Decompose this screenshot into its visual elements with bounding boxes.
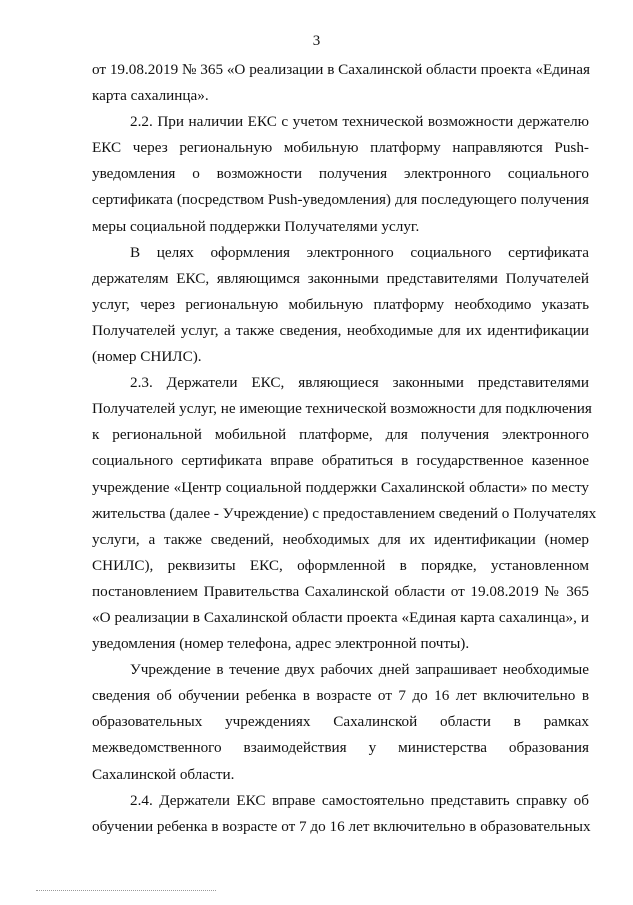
text-line: СНИЛС), реквизиты ЕКС, оформленной в порядке, установленном (92, 556, 589, 574)
text-line: жительства (далее - Учреждение) с предоставлением сведений о Получателях (92, 504, 597, 522)
text-line: уведомления о возможности получения электронного социального (92, 165, 589, 183)
text-line: образовательных учреждениях Сахалинской области в рамках (92, 713, 589, 731)
text-line: услуг, через региональную мобильную платформу необходимо указать (92, 295, 589, 313)
text-line: к региональной мобильной платформе, для получения электронного (92, 426, 589, 444)
text-line: ЕКС через региональную мобильную платформу направляются Push- (92, 139, 589, 157)
paragraph-continuation (92, 57, 589, 109)
text-line: сертификата (посредством Push-уведомления) для последующего получения (92, 191, 589, 209)
text-line: Сахалинской области. (92, 765, 235, 783)
page-number: 3 (312, 33, 321, 49)
text-line: (номер СНИЛС). (92, 348, 202, 366)
text-line: межведомственного взаимодействия у министерства образования (92, 739, 589, 757)
text-line: уведомления (номер телефона, адрес электронной почты). (92, 635, 470, 653)
text-line: 2.3. Держатели ЕКС, являющиеся законными представителями (130, 374, 589, 392)
text-line: 2.4. Держатели ЕКС вправе самостоятельно представить справку об (130, 791, 589, 809)
paragraph-2-4 (92, 788, 589, 840)
text-line: постановлением Правительства Сахалинской области от 19.08.2019 № 365 (92, 582, 589, 600)
paragraph-2-2 (92, 109, 589, 239)
text-line: Получателей услуг, а также сведения, необходимые для их идентификации (92, 321, 589, 339)
text-line: Получателей услуг, не имеющие технической возможности для подключения (92, 400, 592, 418)
text-line: В целях оформления электронного социального сертификата (130, 243, 589, 261)
text-line: меры социальной поддержки Получателями услуг. (92, 217, 420, 235)
text-line: Учреждение в течение двух рабочих дней запрашивает необходимые (130, 661, 589, 679)
text-line: держателям ЕКС, являющимся законными представителями Получателей (92, 269, 589, 287)
text-line: учреждение «Центр социальной поддержки Сахалинской области» по месту (92, 478, 589, 496)
text-line: «О реализации в Сахалинской области проекта «Единая карта сахалинца», и (92, 608, 589, 626)
text-line: сведения об обучении ребенка в возрасте от 7 до 16 лет включительно в (92, 687, 589, 705)
text-line: социального сертификата вправе обратиться в государственное казенное (92, 452, 589, 470)
text-line: услуги, а также сведений, необходимых для их идентификации (номер (92, 530, 589, 548)
paragraph-certificate-purpose (92, 240, 589, 370)
text-line: обучении ребенка в возрасте от 7 до 16 лет включительно в образовательных (92, 817, 591, 835)
scan-artifact-line (36, 888, 216, 891)
paragraph-institution-request (92, 657, 589, 787)
document-body (92, 57, 597, 840)
text-line: 2.2. При наличии ЕКС с учетом технической возможности держателю (130, 113, 589, 131)
text-line: карта сахалинца». (92, 87, 209, 105)
paragraph-2-3 (92, 370, 597, 657)
text-line: от 19.08.2019 № 365 «О реализации в Сахалинской области проекта «Единая (92, 61, 590, 78)
